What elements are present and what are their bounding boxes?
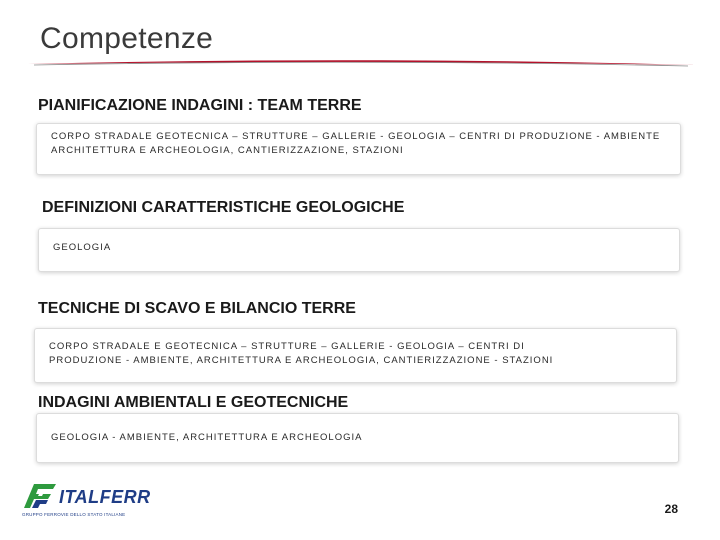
section-body-definizioni: GEOLOGIA xyxy=(53,242,112,253)
section-box-indagini xyxy=(36,413,679,463)
section-box-pianificazione xyxy=(36,123,681,175)
section-box-definizioni xyxy=(38,228,680,272)
italferr-logo xyxy=(22,478,162,522)
title-underline-swoosh xyxy=(28,58,696,70)
section-heading-definizioni: DEFINIZIONI CARATTERISTICHE GEOLOGICHE xyxy=(42,199,405,216)
logo-wordmark: ITALFERR xyxy=(59,487,151,507)
section-heading-pianificazione: PIANIFICAZIONE INDAGINI : TEAM TERRE xyxy=(38,97,362,114)
slide-title: Competenze xyxy=(40,22,214,55)
page-number: 28 xyxy=(664,502,678,516)
section-body-tecniche: CORPO STRADALE E GEOTECNICA – STRUTTURE – GALLERIE - GEOLOGIA – CENTRI DI PRODUZIONE - AMBIENTE, ARCHITETTURA E ARCHEOLOGIA, CANTIERIZZAZIONE - STAZIONI xyxy=(49,341,554,366)
section-body-pianificazione: CORPO STRADALE GEOTECNICA – STRUTTURE – GALLERIE - GEOLOGIA – CENTRI DI PRODUZIONE - AMBIENTE ARCHITETTURA E ARCHEOLOGIA, CANTIERIZZAZIONE, STAZIONI xyxy=(51,131,661,156)
section-heading-tecniche: TECNICHE DI SCAVO E BILANCIO TERRE xyxy=(38,300,356,317)
section-box-tecniche xyxy=(34,328,677,383)
section-heading-indagini: INDAGINI AMBIENTALI E GEOTECNICHE xyxy=(38,394,349,411)
logo-subtitle: GRUPPO FERROVIE DELLO STATO ITALIANE xyxy=(22,512,126,517)
fs-logo-icon xyxy=(22,480,58,510)
section-body-indagini: GEOLOGIA - AMBIENTE, ARCHITETTURA E ARCHEOLOGIA xyxy=(51,432,363,443)
